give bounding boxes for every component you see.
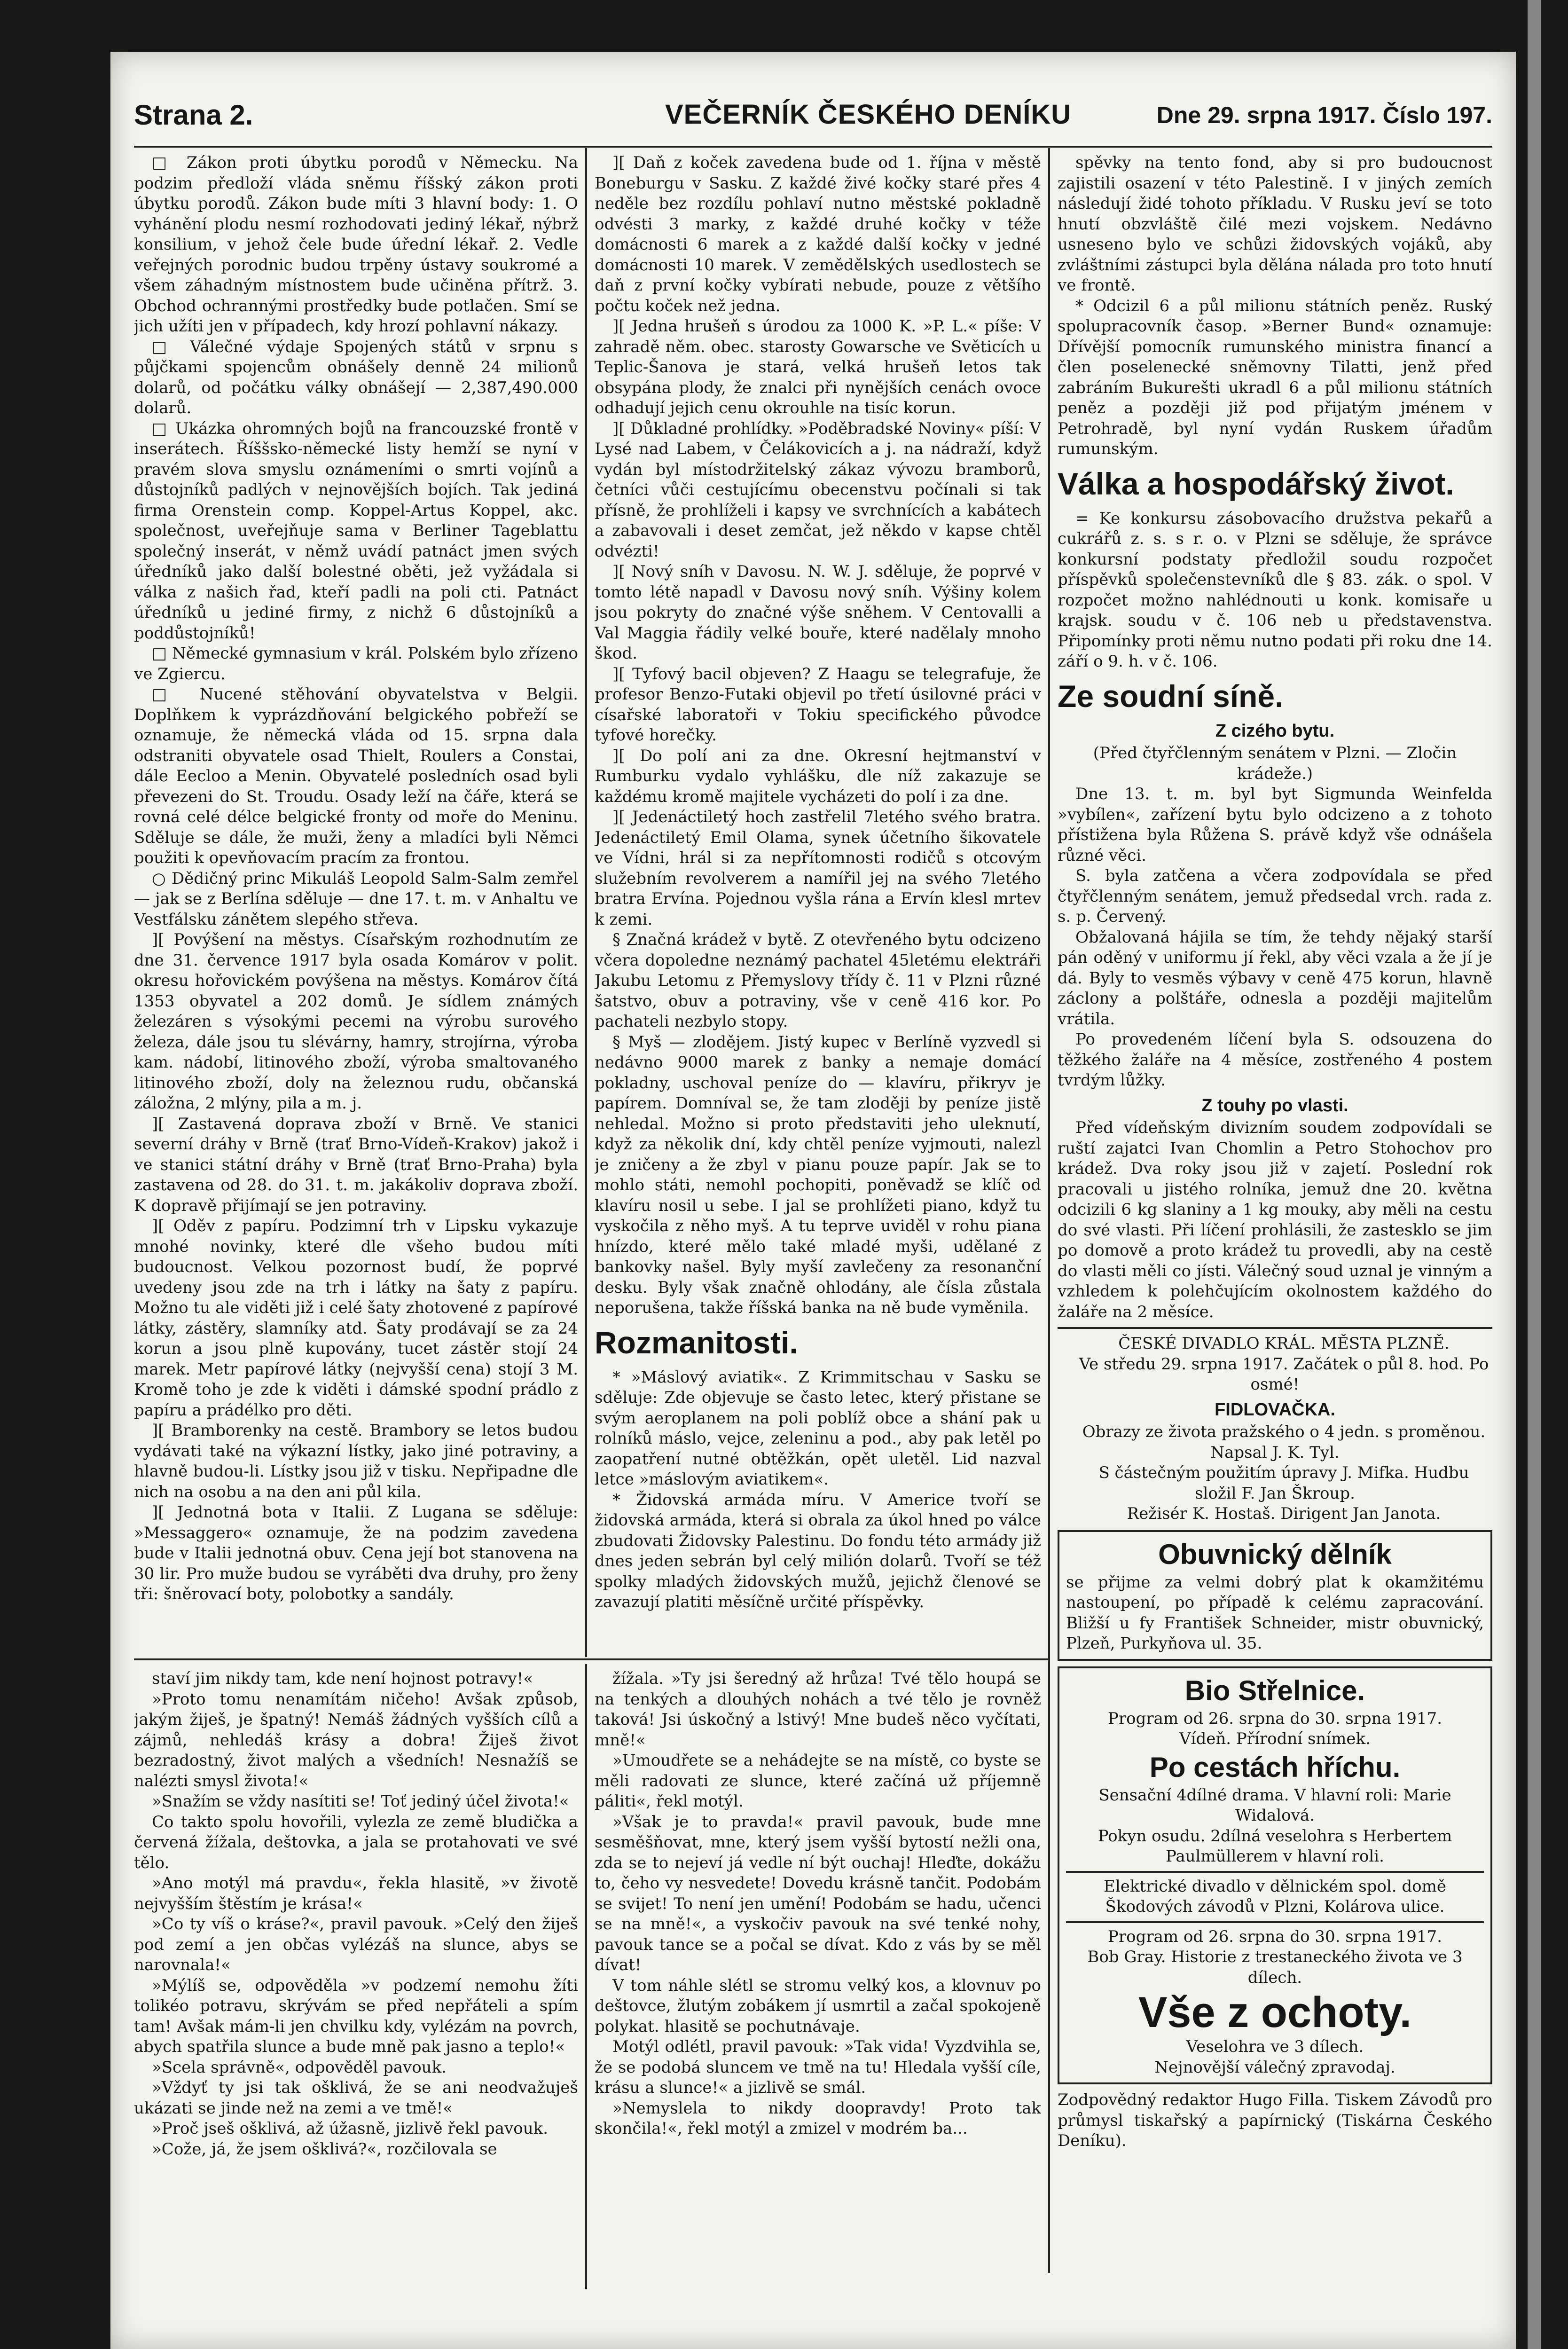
article-hoch: ][ Jedenáctiletý hoch zastřelil 7letého svého bratra. Jedenáctiletý Emil Olama, synek účetního šikovatele ve Vídni, hrál si za nepřítomnosti rodičů s otcovým služebním revolverem a namířil jej na svého 7letého bratra Ervína. Pojednou vyšla rána a Ervín klesl mrtev k zemi.: [595, 808, 1041, 929]
feuilleton-left-8: »Scela správně«, odpověděl pavouk.: [152, 2058, 447, 2077]
page-edge-shadow: [1528, 0, 1541, 2349]
soud-1-para-4: Po provedeném líčení byla S. odsouzena do těžkého žaláře na 4 měsíce, zostřeného 4 postem tvrdým lůžky.: [1058, 1030, 1492, 1090]
soud-1-title: Z cizého bytu.: [1215, 721, 1335, 741]
feuilleton-right-3: »Však je to pravda!« pravil pavouk, bude mne sesměšňovat, mne, který jsem vyšší bytostí nežli ona, zda se to nejeví já vedle ní být ouchaj! Hleďte, dokážu to, čeho vy nesvedete! Dovedu krásně tančit. Podobám se svijet! To není jen umění! Podobám se hadu, učenci se na mně!«, a vyskočiv pavouk na své tenké nohy, pavouk tance se a počal se dívat. Kdo z vás by se měl dívat!: [595, 1812, 1041, 1974]
feuilleton-right-4: V tom náhle slétl se stromu velký kos, a klovnuv po deštovce, žlutým zobákem jí usmrtil a začal spokojeně polykat. hlasitě se pochutnávaje.: [595, 1976, 1041, 2036]
newspaper-page: [110, 52, 1516, 2349]
article-prohlidky: ][ Důkladné prohlídky. »Poděbradské Noviny« píší: V Lysé nad Labem, v Čelákovicích a j. na nádraží, když vydán byl místodržitelský zákaz vývozu bramborů, četníci vůči cestujícímu obecenstvu počínali si tak přísně, že prohlíželi i kapsy ve svrchnících a kabátech a zabavovali i deset zemčat, jež někdo v kapse chtěl odvézti!: [595, 419, 1041, 561]
article-konkurs: = Ke konkursu zásobovacího družstva pekařů a cukrářů z. s. s r. o. v Plzni se sděluje, že správce konkursní podstaty předložil soudu rozpočet příspěvků společenstevníků dle § 83. zák. o spol. V rozpočet možno nahlédnouti u konk. komisaře u krajsk. soudu v č. 106 neb u představenstva. Připomínky proti němu nutno podati při roku dne 14. září o 9. h. v č. 106.: [1058, 509, 1492, 671]
theatre-date: Ve středu 29. srpna 1917. Začátek o půl 8. hod. Po osmé!: [1079, 1354, 1489, 1394]
feuilleton-right-5: Motýl odlétl, pravil pavouk: »Tak vida! Vyzdvihla se, že se podobá sluncem ve tmě na tu! Hledala vyšší cíle, krásu a slunce!« a jizlivě se smál.: [595, 2037, 1041, 2097]
article-povyseni: ][ Povýšení na městys. Císařským rozhodnutím ze dne 31. července 1917 byla osada Komárov v polit. okresu hořovickém povýšena na městys. Komárov čítá 1353 obyvatel a 202 domů. Je sídlem známých železáren s výsokými pecemi na výrobu surového železa, dále jsou tu slévárny, hamry, strojírna, výroba kam. nádobí, litinového zboží, výroba smaltovaného litinového zboží, doly na železnou rudu, občanská záložna, 2 mlýny, pila a m. j.: [134, 930, 578, 1113]
header-rule: [134, 146, 1492, 148]
bio2-text: Veselohra ve 3 dílech.: [1186, 2037, 1364, 2056]
feuilleton-left-7: »Mýlíš se, odpověděla »v podzemí nemohu žíti tolikéo potravu, skrývám se před nepřáteli a spím tam! Avšak mám-li jen chvilku kdy, vylézám na povrch, abych spatřila slunce a bude mně pak jasno a teplo!«: [134, 1976, 578, 2056]
theatre-director: Režisér K. Hostaš. Dirigent Jan Janota.: [1127, 1504, 1441, 1523]
article-doprava: ][ Zastavená doprava zboží v Brně. Ve stanici severní dráhy v Brně (trať Brno-Vídeň-Krakov) jakož i ve stanici státní dráhy v Brně (trať Brno-Praha) byla zastavena od 28. do 31. t. m. jakákoliv doprava zboží. K dopravě přijímají se jen potraviny.: [134, 1114, 578, 1215]
article-odev: ][ Oděv z papíru. Podzimní trh v Lipsku vykazuje mnohé novinky, které dle všeho budou míti budoucnost. Velkou pozornost budí, že poprvé uvedeny jsou zde na trh i látky na šaty z papíru. Možno tu ale viděti již i celé šaty zhotovené z papírové látky, zástěry, slamníky atd. Šaty prodávají se za 24 korun a jsou plně kupovány, tucet zástěr stojí 24 marek. Metr papírové látky (nejvyšší cena) stojí 3 M. Kromě toho je zde k viděti i dámské spodní prádlo z papíru a prádélko pro děti.: [134, 1217, 578, 1420]
bio-title: Bio Střelnice.: [1184, 1674, 1365, 1706]
column-separator-1: [585, 148, 587, 1657]
feuilleton-left-4: Co takto spolu hovořili, vylezla ze země bludička a červená žížala, deštovka, a jala se protahovati ve své tělo.: [134, 1812, 578, 1872]
bio-item-1: Vídeň. Přírodní snímek.: [1179, 1729, 1371, 1748]
feuilleton-right: [595, 1669, 1041, 2280]
feuilleton-left-3: »Snažím se vždy nasítiti se! Toť jediný účel života!«: [152, 1792, 569, 1811]
feuilleton-left-11: »Cože, já, že jsem ošklivá?«, rozčilovala se: [152, 2139, 497, 2159]
soud-2-title: Z touhy po vlasti.: [1201, 1095, 1348, 1116]
section-soud: Ze soudní síně.: [1058, 678, 1284, 714]
bio2-item-1: Bob Gray. Historie z trestaneckého života ve 3 dílech.: [1087, 1948, 1463, 1987]
bio2-news: Nejnovější válečný zpravodaj.: [1154, 2058, 1396, 2077]
theatre-desc: Obrazy ze života pražského o 4 jedn. s proměnou. Napsal J. K. Tyl.: [1082, 1422, 1486, 1462]
newspaper-title: VEČERNÍK ČESKÉHO DENÍKU: [665, 99, 1072, 130]
bio2-title: Vše z ochoty.: [1138, 1988, 1412, 2036]
article-dan: ][ Daň z koček zavedena bude od 1. října v městě Boneburgu v Sasku. Z každé živé kočky staré přes 4 neděle bez rozdílu pohlaví nutno městské pokladně odvésti 3 marky, z každé druhé kočky v téže domácnosti 6 marek a z každé další kočky v jedné domácnosti 10 marek. V zemědělských usedlostech se daň z první kočky vybírati nebude, pouze z většího počtu koček než jedna.: [595, 153, 1041, 315]
article-hrusen: ][ Jedna hrušeň s úrodou za 1000 K. »P. L.« píše: V zahradě něm. obec. starosty Gowarsche ve Světicích u Teplic-Šanova je stará, velká hrušeň letos tak obsypána plody, že znalci při nynějších cenách ovoce odhadují jejich cenu okrouhle na tisíc korun.: [595, 317, 1041, 417]
feuilleton-separator: [585, 1664, 587, 2289]
bio-program: Program od 26. srpna do 30. srpna 1917.: [1108, 1709, 1442, 1728]
feuilleton-left-9: »Vždyť ty jsi tak ošklivá, že se ani neodvažuješ ukázati se jinde než na zemi a ve tmě!«: [134, 2078, 578, 2118]
soud-2-para-1: Před vídeňským divizním soudem zodpovídali se ruští zajatci Ivan Chomlin a Petro Stohochov pro krádež. Dva roky jsou již v zajetí. Poslední rok pracovali u jistého rolníka, jemuž dne 20. května odcizili 6 kg slaniny a 1 kg mouky, aby měli na cestu do své vlasti. Při líčení prohlásili, že zastesklo se jim po domově a proto krádež tu provedli, aby na cestě do vlasti měli co jísti. Válečný soud uznal je vinným a vzhledem k polehčujícím okolnostem každého do žaláře na 2 měsíce.: [1058, 1118, 1492, 1321]
article-zakon: □ Zákon proti úbytku porodů v Německu. Na podzim předloží vláda sněmu říšský zákon proti úbytku porodů. Zákon bude míti 3 hlavní body: 1. O vyhánění plodu nesmí rozhodovati jediný lékař, nýbrž konsilium, v jehož čele bude úřední lékař. 2. Vedle veřejných porodnic budou trpěny ústavy soukromé a všem záhadným místnostem bude učiněna přítrž. 3. Obchod ochrannými prostředky bude potlačen. Smí se jich užíti jen v případech, kdy hrozí pohlavní nákazy.: [134, 153, 578, 336]
column-separator-2: [1048, 148, 1050, 2273]
ad-delnik-text: se přijme za velmi dobrý plat k okamžitému nastoupení, po případě k celému zapracování. Bližší u fy František Schneider, mistr obuvnický, Plzeň, Purkyňova ul. 35.: [1066, 1572, 1484, 1653]
ad-delnik-title: Obuvnický dělník: [1158, 1538, 1392, 1570]
article-bacil: ][ Tyfový bacil objeven? Z Haagu se telegrafuje, že profesor Benzo-Futaki objevil po třetí úsilovné práci v císařské laboratoři v Tokiu specifického původce tyfové horečky.: [595, 664, 1041, 745]
soud-1-para-3: Obžalovaná hájila se tím, že tehdy nějaký starší pán oděný v uniformu jí řekl, aby věci vzala a že jí je dá. Byly to vesměs výbavy v ceně 475 korun, hlavně záclony a polštáře, odnesla a později majitelům vrátila.: [1058, 927, 1492, 1029]
ad-obuvnicky-delnik: [1058, 1530, 1492, 1661]
soud-1-subtitle: (Před čtyřčlenným senátem v Plzni. — Zločin krádeže.): [1093, 744, 1457, 783]
article-mys: § Myš — zlodějem. Jistý kupec v Berlíně vyzvedl si nedávno 9000 marek z banky a nemaje domácí pokladny, uschoval peníze do — klavíru, přikryv je papírem. Domníval se, že tam zloději by peníze jistě nehledal. Možno si proto představiti jeho uleknutí, když za několik dní, kdy chtěl peníze vyjmouti, nalezl je zničeny a že zbyl v pianu pouze papír. Jak se to mohlo státi, nemohl pochopiti, poněvadž se klíč od klavíru nosil u sebe. I jal se prohlížeti piano, když tu vyskočila z něho myš. A tu teprve uviděl v rohu piana hnízdo, které mělo také mladé myši, udělané z bankovky našel. Byly myší zavlečeny za resonanční desku. Byly však značně ohlodány, ale čísla zůstala neporušena, takže říšská banka na ně bude vyměnila.: [595, 1032, 1041, 1317]
bio-rule-2: [1066, 1921, 1484, 1923]
article-odcizil: * Odcizil 6 a půl milionu státních peněz. Ruský spolupracovník časop. »Berner Bund« oznamuje: Dřívější pomocník rumunského ministra financí a člen poselenecké sněmovny Tilatti, jenž před zabráním Bukurešti ukradl 6 a půl milionu státních peněz a později již pod přijatým jménem v Petrohradě, byl nyní vydán Ruskem úřadům rumunským.: [1058, 296, 1492, 458]
feuilleton-left: [134, 1669, 578, 2280]
article-princ: ○ Dědičný princ Mikuláš Leopold Salm-Salm zemřel — jak se z Berlína sděluje — dne 17. t. m. v Anhaltu ve Vestfálsku zánětem slepého střeva.: [134, 869, 578, 929]
bio-item-2-text: Sensační 4dílné drama. V hlavní roli: Marie Widalová.: [1098, 1785, 1451, 1825]
feuilleton-left-10: »Proč jseš ošklivá, až úžasně, jizlivě řekl pavouk.: [152, 2119, 549, 2138]
feuilleton-right-6: »Nemyslela to nikdy doopravdy! Proto tak skončila!«, řekl motýl a zmizel v modrém ba...: [595, 2098, 1041, 2138]
theatre-rule: [1058, 1327, 1492, 1329]
bio-note: Elektrické divadlo v dělnickém spol. domě Škodových závodů v Plzni, Kolárova ulice.: [1104, 1877, 1446, 1916]
article-bota: ][ Jednotná bota v Italii. Z Lugana se sděluje: »Messaggero« oznamuje, že na podzim zavedena bude v Italii jednotná obuv. Cena její bot stanovena na 30 lir. Pro muže budou se vyráběti dva druhy, pro ženy tři: šněrovací boty, polobotky a sandály.: [134, 1503, 578, 1603]
article-pole: ][ Do polí ani za dne. Okresní hejtmanství v Rumburku vydalo vyhlášku, dle níž zakazuje se každému kromě majitele vycházeti do polí i za dne.: [595, 746, 1041, 806]
feuilleton-left-6: »Co ty víš o kráse?«, pravil pavouk. »Celý den žiješ pod zemí a jen občas vylézáš na slunce, abys se narovnala!«: [134, 1915, 578, 1974]
article-kradez: § Značná krádež v bytě. Z otevřeného bytu odcizeno včera dopoledne neznámý pachatel 45letému elektráři Jakubu Letomu z Přemyslovy třídy č. 11 v Plzni různé šatstvo, obuv a potraviny, vše v ceně 416 kor. Po pachateli nezbylo stopy.: [595, 930, 1041, 1031]
imprint: Zodpovědný redaktor Hugo Filla. Tiskem Závodů pro průmysl tiskařský a papírnický (Tiskárna Českého Deníku).: [1058, 2090, 1492, 2150]
article-gymnasium: □ Německé gymnasium v král. Polském bylo zřízeno ve Zgiercu.: [134, 644, 578, 683]
theatre-credits: S částečným použitím úpravy J. Mifka. Hudbu složil F. Jan Škroup.: [1098, 1463, 1469, 1503]
bio-item-3: Pokyn osudu. 2dílná veselohra s Herbertem Paulmüllerem v hlavní roli.: [1098, 1826, 1452, 1866]
section-valka: Válka a hospodářský život.: [1058, 466, 1454, 501]
theatre-play-title: FIDLOVAČKA.: [1215, 1399, 1335, 1420]
article-aviatik: * »Máslový aviatik«. Z Krimmitschau v Sasku se sděluje: Zde objevuje se často letec, který přistane se svým aeroplanem na poli poblíž obce a shání pak u rolníků máslo, vejce, zeleninu a pod., aby pak letěl po zaopatření nutné obtěžkán, opět uletěl. Lid nazval letce »máslovým aviatikem«.: [595, 1367, 1041, 1489]
page-number: Strana 2.: [134, 99, 253, 131]
bio2-program: Program od 26. srpna do 30. srpna 1917.: [1108, 1927, 1442, 1946]
theatre-name: ČESKÉ DIVADLO KRÁL. MĚSTA PLZNĚ.: [1118, 1334, 1450, 1353]
column-2: [595, 153, 1041, 1657]
column-1: [134, 153, 578, 1657]
feuilleton-right-1: žížala. »Ty jsi šeredný až hrůza! Tvé tělo houpá se na tenkých a dlouhých nohách a tvé tělo je rovněž taková! Jsi úskočný a lstivý! Mne budeš něco vyčítati, mně!«: [595, 1669, 1041, 1750]
feuilleton-right-2: »Umoudřete se a nehádejte se na místě, co byste se měli radovati ze slunce, které začíná už příjemně páliti«, řekl motýl.: [595, 1751, 1041, 1811]
feuilleton-left-5: »Ano motýl má pravdu«, řekla hlasitě, »v životě nejvyšším štěstím je krása!«: [134, 1874, 578, 1913]
issue-date: Dne 29. srpna 1917. Číslo 197.: [1156, 102, 1492, 128]
article-snih: ][ Nový sníh v Davosu. N. W. J. sděluje, že poprvé v tomto létě napadl v Davosu nový sníh. Výšiny kolem jsou pokryty do značné výše sněhem. V Centovalli a Val Maggia řádily velké bouře, které nadělaly mnoho škod.: [595, 562, 1041, 663]
feuilleton-left-1: staví jim nikdy tam, kde není hojnost potravy!«: [152, 1669, 533, 1688]
article-stehovani: □ Nucené stěhování obyvatelstva v Belgii. Doplňkem k vyprázdňování belgického pobřeží se oznamuje, že německá vláda od 15. srpna dala odstraniti obyvatele osad Thielt, Roulers a Constai, dále Eecloo a Menin. Obyvatelé posledních osad byli převezeni do St. Troudu. Osady leží na čáře, která se rovná celé délce belgické fronty od moře do Meninu. Sděluje se dále, že muži, ženy a mladíci byli Němci použiti k opevňovacím pracím za frontou.: [134, 685, 578, 867]
feuilleton-left-2: »Proto tomu nenamítám ničeho! Avšak způsob, jakým žiješ, je špatný! Nemáš žádných vyšších cílů a zájmů, nehledáš krásy a dobra! Žiješ život bezradostný, život malých a všedních! Nesnažíš se nalézti smysl života!«: [134, 1689, 578, 1791]
article-armada: * Židovská armáda míru. V Americe tvoří se židovská armáda, která si obrala za úkol hned po válce zbudovati Židovsky Palestinu. Do fondu této armády již dnes jeden sebrán byl celý milión dolarů. Tvoří se též spolky mladých židovských mužů, jejichž členové se zavazují platiti měsíčně určité příspěvky.: [595, 1490, 1041, 1611]
ad-bio-strelnice: [1058, 1666, 1492, 2085]
article-fond: spěvky na tento fond, aby si pro budoucnost zajistili osazení v této Palestině. I v jiných zemích následují židé tohoto příkladu. V Rusku jeví se toto hnutí obzvláště čilé mezi vojskem. Nedávno usneseno bylo ve schůzi židovských vojáků, aby zvláštními zástupci byla dělána nálada pro toto hnutí ve frontě.: [1058, 153, 1492, 295]
article-bramborenky: ][ Bramborenky na cestě. Brambory se letos budou vydávati také na výkazní lístky, jako jiné potraviny, a hlavně budou-li. Lístky jsou již v tisku. Nepřipadne dle nich na osobu a na den ani půl kila.: [134, 1421, 578, 1501]
page-header: [134, 97, 1492, 149]
soud-1-para-2: S. byla zatčena a včera zodpovídala se před čtyřčlenným senátem, jemuž předsedal vrch. rada z. s. p. Červený.: [1058, 866, 1492, 926]
article-ukazka: □ Ukázka ohromných bojů na francouzské frontě v inserátech. Říššsko-německé listy hemží se nyní v pravém slova smyslu oznámeními o smrti vojínů a důstojníků padlých v nejnovějších bojích. Tak jediná firma Orenstein comp. Koppel-Artus Koppel, akc. společnost, uveřejňuje sama v Berliner Tageblattu společný inserát, v němž uvádí patnáct jmen svých úředníků jako další bolestné oběti, jež vyžádala si válka z našich řad, kteří padli na poli cti. Patnáct úředníků u jediné firmy, z nichž 6 důstojníků a poddůstojníků!: [134, 419, 578, 643]
column-3: [1058, 153, 1492, 2278]
soud-1-para-1: Dne 13. t. m. byl byt Sigmunda Weinfelda »vybílen«, zařízení bytu bylo odcizeno a z tohoto přístižena byla Růžena S. právě když vše odnášela různé věci.: [1058, 785, 1492, 865]
feuilleton-rule: [134, 1658, 1048, 1660]
bio-rule: [1066, 1871, 1484, 1873]
article-vydaje: □ Válečné výdaje Spojených států v srpnu s půjčkami spojencům obnášely denně 24 milionů dolarů, od počátku války obnášejí — 2,387,490.000 dolarů.: [134, 337, 578, 417]
bio-item-2-title: Po cestách hříchu.: [1149, 1751, 1401, 1783]
section-rozmanitosti: Rozmanitosti.: [595, 1325, 798, 1360]
